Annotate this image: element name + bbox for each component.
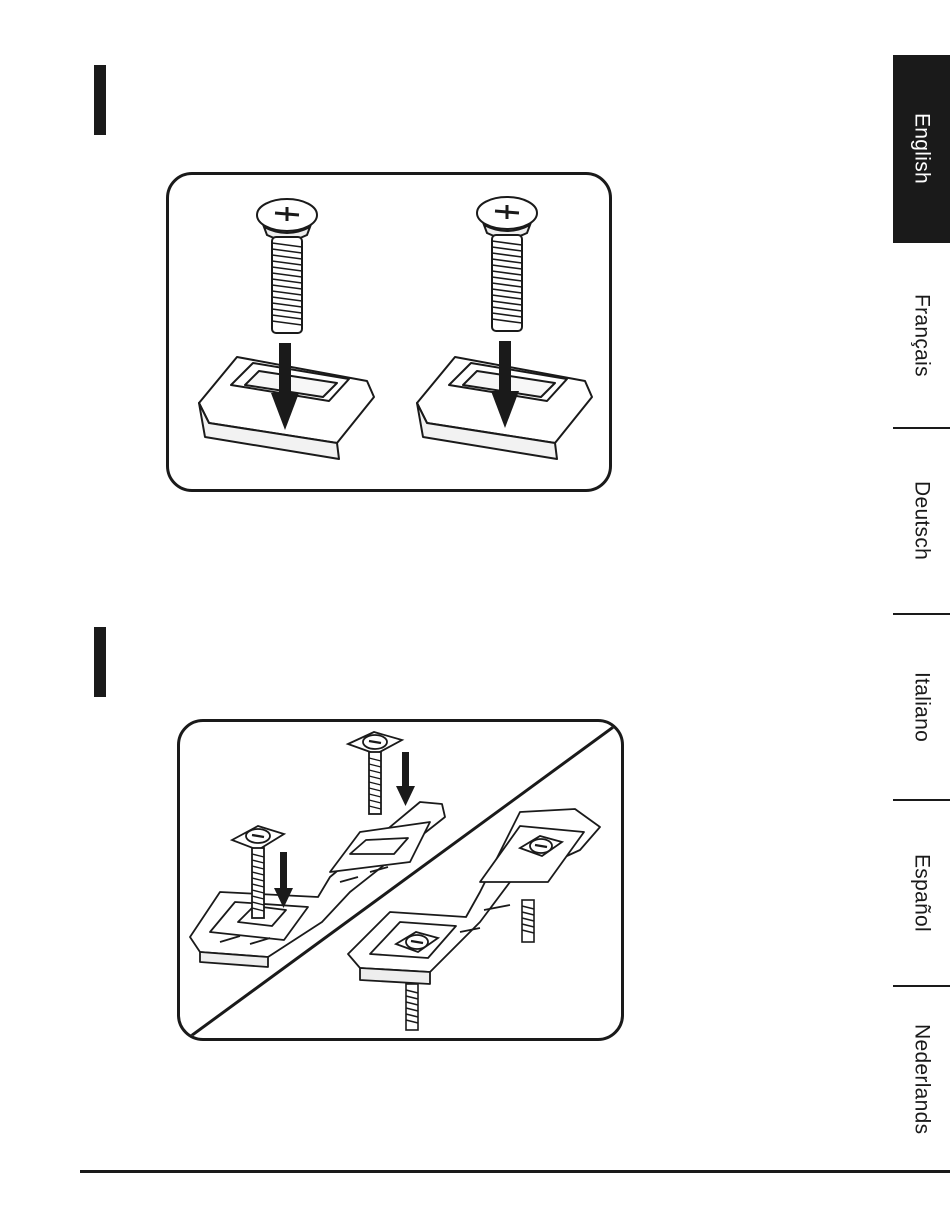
- screw-washer-illustration: [169, 175, 612, 492]
- tab-label: Español: [910, 854, 934, 932]
- language-tabs: [893, 55, 950, 1171]
- tab-francais[interactable]: [893, 241, 950, 427]
- step-1-illustration-panel: [166, 172, 612, 492]
- arrow-down-icon: [396, 752, 415, 806]
- tab-nederlands[interactable]: [893, 985, 950, 1171]
- protruding-screw-shaft-upper: [522, 900, 534, 942]
- screw-left: [257, 199, 317, 333]
- tab-label: Italiano: [910, 671, 934, 743]
- tab-espanol[interactable]: [893, 799, 950, 985]
- step-1-marker: [94, 65, 106, 135]
- tab-english[interactable]: [893, 55, 950, 241]
- tab-label: English: [910, 112, 934, 184]
- footer-rule: [80, 1170, 950, 1173]
- tab-label: Français: [910, 293, 934, 377]
- step-2-illustration-panel: [177, 719, 624, 1041]
- bracket-mounting-illustration: [180, 722, 624, 1041]
- tab-italiano[interactable]: [893, 613, 950, 799]
- tab-label: Deutsch: [910, 481, 934, 561]
- tab-label: Nederlands: [910, 1023, 934, 1135]
- step-2-marker: [94, 627, 106, 697]
- screw-left-upper: [348, 732, 402, 814]
- tab-deutsch[interactable]: [893, 427, 950, 613]
- screw-right: [477, 197, 537, 331]
- protruding-screw-shaft-lower: [406, 984, 418, 1030]
